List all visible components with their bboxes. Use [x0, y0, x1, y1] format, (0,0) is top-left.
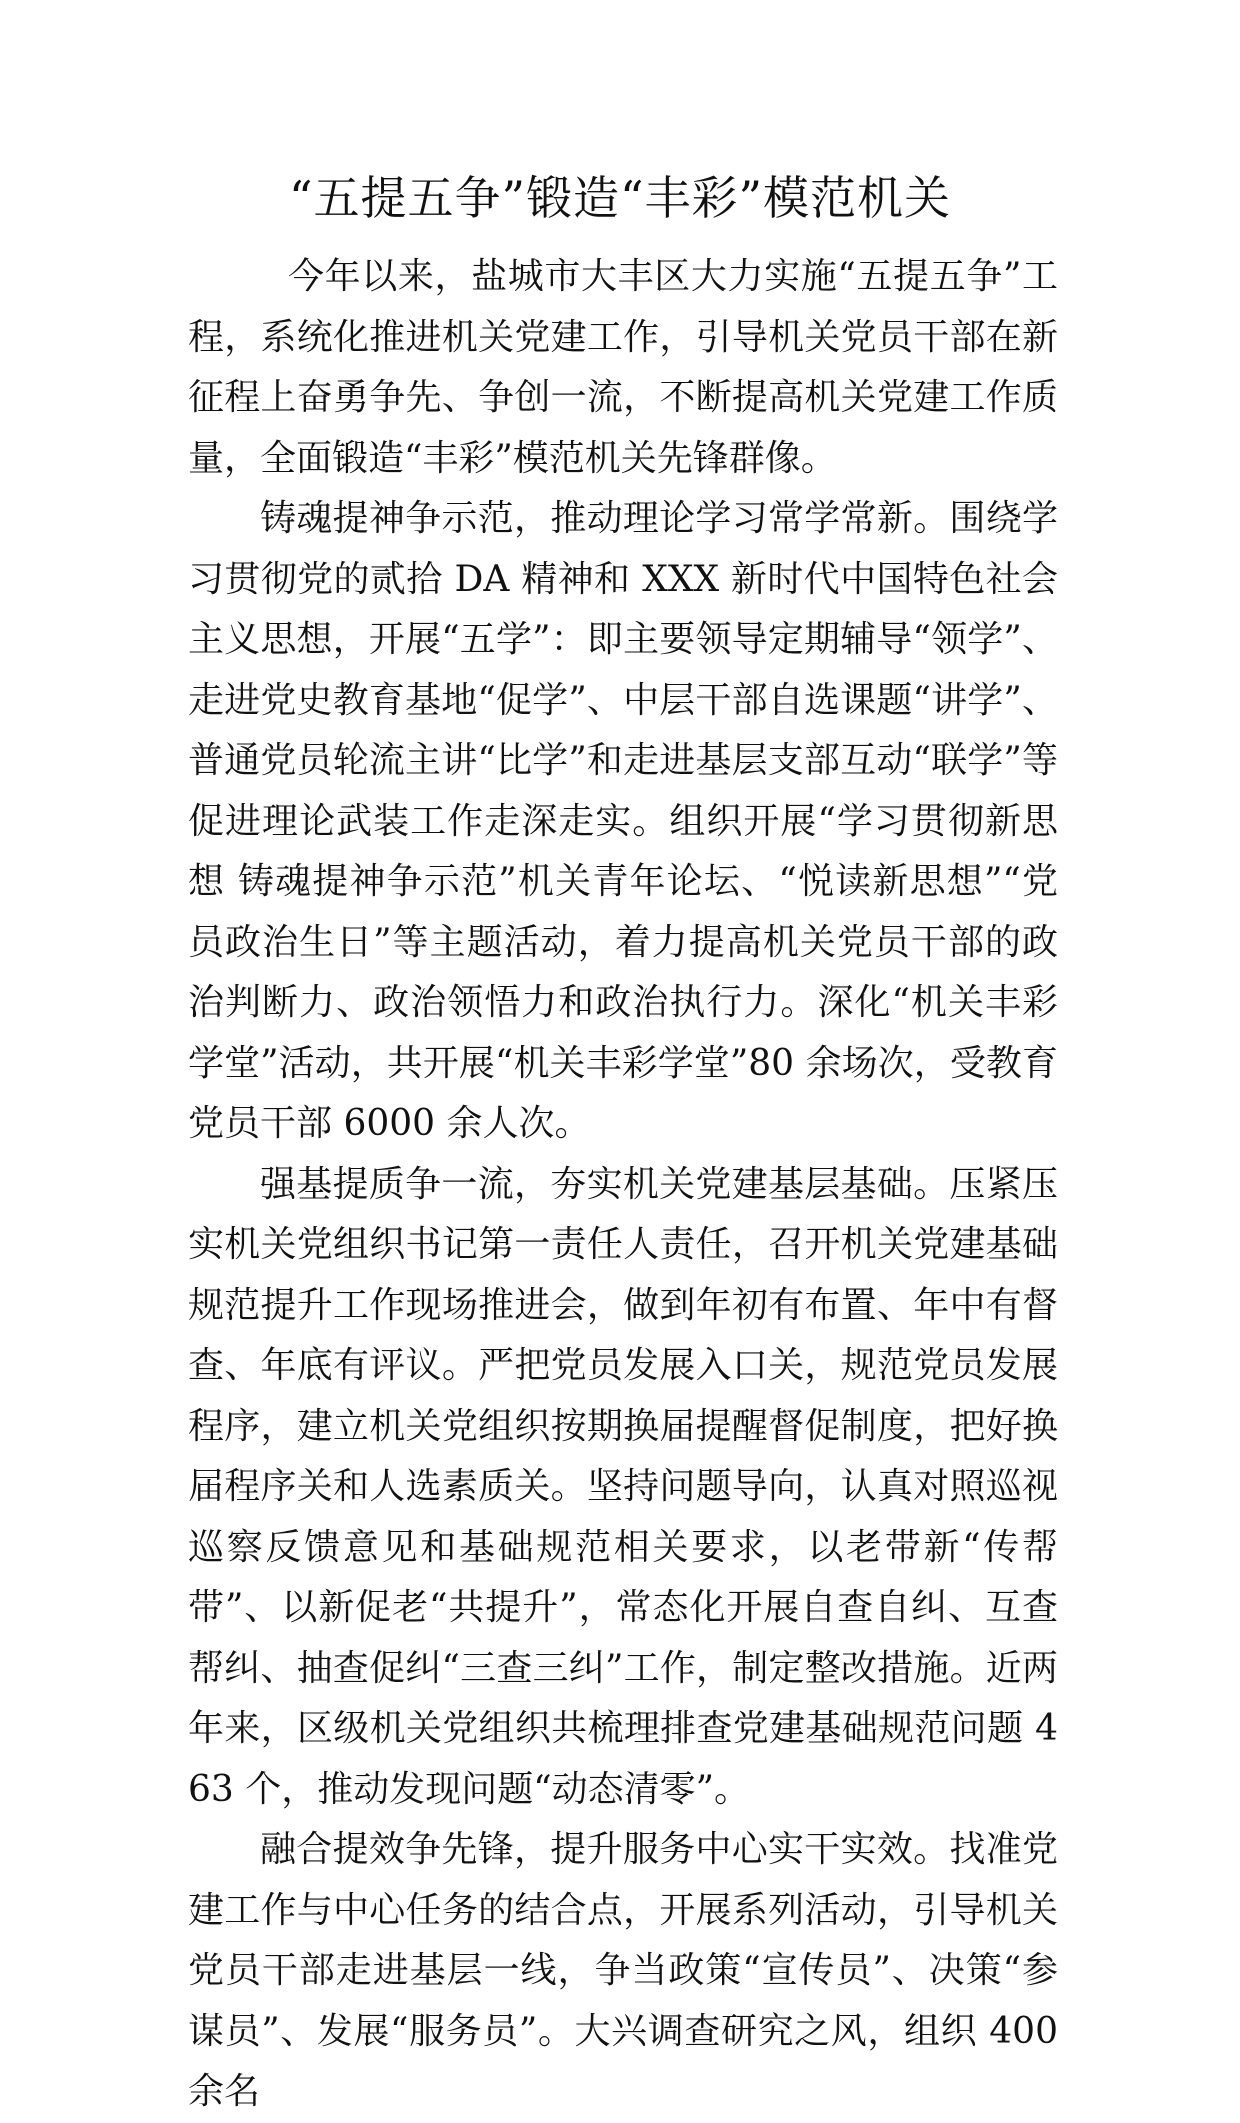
document-title: “五提五争”锻造“丰彩”模范机关: [288, 171, 952, 225]
paragraph-grassroots-foundation: 强基提质争一流，夯实机关党建基层基础。压紧压实机关党组织书记第一责任人责任，召开机关党建基础规范提升工作现场推进会，做到年初有布置、年中有督查、年底有评议。严把党员发展入口关，规范党员发展程序，建立机关党组织按期换届提醒督促制度，把好换届程序关和人选素质关。坚持问题导向，认真对照巡视巡察反馈意见和基础规范相关要求，以老带新“传帮带”、以新促老“共提升”，常态化开展自查自纠、互查帮纠、抽查促纠“三查三纠”工作，制定整改措施。近两年来，区级机关党组织共梳理排查党建基础规范问题 463 个，推动发现问题“动态清零”。: [188, 1163, 1058, 1810]
paragraph-theory-study: 铸魂提神争示范，推动理论学习常学常新。围绕学习贯彻党的贰拾 DA 精神和 XXX 新时代中国特色社会主义思想，开展“五学”：即主要领导定期辅导“领学”、走进党史教育基地“促学”、中层干部自选课题“讲学”、普通党员轮流主讲“比学”和走进基层支部互动“联学”等促进理论武装工作走深走实。组织开展“学习贯彻新思想 铸魂提神争示范”机关青年论坛、“悦读新思想”“党员政治生日”等主题活动，着力提高机关党员干部的政治判断力、政治领悟力和政治执行力。深化“机关丰彩学堂”活动，共开展“机关丰彩学堂”80 余场次，受教育党员干部 6000 余人次。: [188, 498, 1058, 1144]
document-body: [188, 247, 1058, 2123]
paragraph-intro: 今年以来，盐城市大丰区大力实施“五提五争”工程，系统化推进机关党建工作，引导机关党员干部在新征程上奋勇争先、争创一流，不断提高机关党建工作质量，全面锻造“丰彩”模范机关先锋群像。: [188, 256, 1058, 479]
paragraph-service-center: 融合提效争先锋，提升服务中心实干实效。找准党建工作与中心任务的结合点，开展系列活动，引导机关党员干部走进基层一线，争当政策“宣传员”、决策“参谋员”、发展“服务员”。大兴调查研究之风，组织 400 余名: [188, 1829, 1058, 2112]
